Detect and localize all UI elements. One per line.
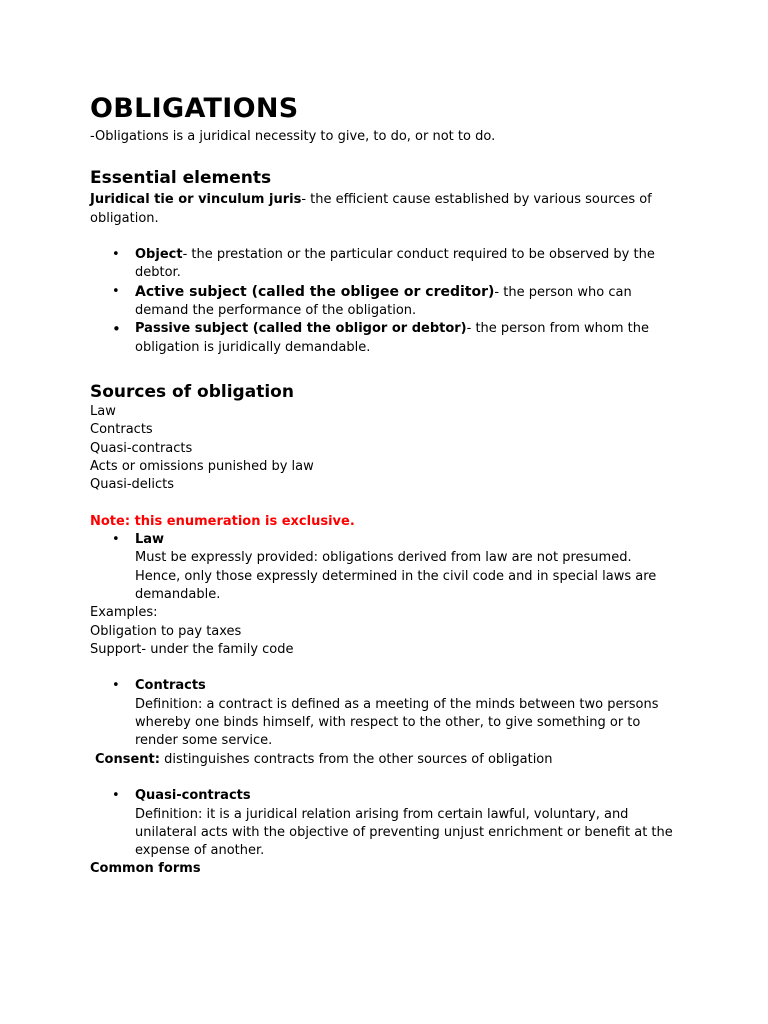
consent-label: Consent: <box>95 751 160 767</box>
document-title: OBLIGATIONS <box>90 93 299 124</box>
example-item: Support- under the family code <box>90 641 294 657</box>
law-text: Must be expressly provided: obligations derived from law are not presumed. Hence, only those expressly determined in the civil code and in special laws are demandable. <box>135 550 657 602</box>
sources-heading: Sources of obligation <box>90 381 294 402</box>
essential-item-label: Active subject (called the obligee or creditor) <box>135 283 495 300</box>
juridical-tie-paragraph <box>90 191 680 228</box>
common-forms-label: Common forms <box>90 861 201 877</box>
contracts-label: Contracts <box>135 678 206 694</box>
examples-label: Examples: <box>90 605 158 621</box>
essential-item-passive-subject <box>90 320 680 357</box>
document-page <box>90 90 680 879</box>
essential-item-text: - the prestation or the particular conduct required to be observed by the debtor. <box>135 247 655 281</box>
essential-item-text: - the person who can demand the performance of the obligation. <box>135 284 632 319</box>
juridical-tie-text: - the efficient cause established by various sources of obligation. <box>90 192 652 226</box>
source-law-item <box>90 531 680 604</box>
obligation-definition: -Obligations is a juridical necessity to give, to do, or not to do. <box>90 129 496 144</box>
exclusive-note: Note: this enumeration is exclusive. <box>90 513 355 529</box>
juridical-tie-label: Juridical tie or vinculum juris <box>90 192 302 208</box>
consent-paragraph <box>90 751 680 769</box>
sources-list <box>90 403 680 494</box>
source-quasi-contracts-item <box>90 787 680 860</box>
bullet-icon: • <box>112 320 121 339</box>
essential-item-active-subject <box>90 283 680 321</box>
consent-text: distinguishes contracts from the other sources of obligation <box>159 751 553 767</box>
source-item: Contracts <box>90 422 153 438</box>
source-item: Quasi-delicts <box>90 477 175 493</box>
bullet-icon: • <box>112 678 120 694</box>
bullet-icon: • <box>112 283 120 299</box>
essential-item-text: - the person from whom the obligation is juridically demandable. <box>135 321 649 355</box>
bullet-icon: • <box>112 247 120 263</box>
example-item: Obligation to pay taxes <box>90 623 242 639</box>
essential-item-label: Object <box>135 247 183 263</box>
essential-item-label: Passive subject (called the obligor or debtor) <box>135 321 467 337</box>
quasi-contracts-label: Quasi-contracts <box>135 788 251 804</box>
law-label: Law <box>135 532 165 548</box>
contracts-text: Definition: a contract is defined as a meeting of the minds between two persons whereby one binds himself, with respect to the other, to give something or to render some service. <box>135 696 659 749</box>
bullet-icon: • <box>112 532 120 548</box>
essential-item-object <box>90 246 680 283</box>
source-item: Acts or omissions punished by law <box>90 458 314 474</box>
quasi-contracts-text: Definition: it is a juridical relation arising from certain lawful, voluntary, and unilateral acts with the objective of preventing unjust enrichment or benefit at the expense of another. <box>135 806 673 859</box>
source-contracts-item <box>90 677 680 750</box>
source-item: Quasi-contracts <box>90 440 193 456</box>
bullet-icon: • <box>112 788 120 804</box>
essential-elements-heading: Essential elements <box>90 168 272 189</box>
source-item: Law <box>90 403 116 419</box>
